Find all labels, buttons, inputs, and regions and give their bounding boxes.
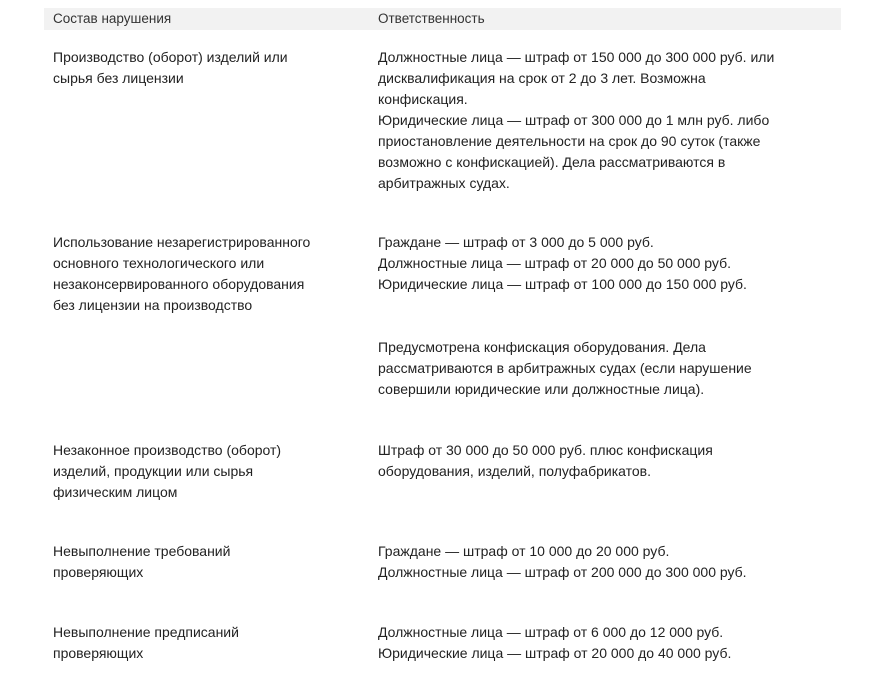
violation-text: Невыполнение предписаний xyxy=(53,624,239,640)
liability-text: Должностные лица — штраф от 200 000 до 300 000 руб. xyxy=(378,564,747,580)
liability-text: Граждане — штраф от 3 000 до 5 000 руб. xyxy=(378,234,654,250)
table-header xyxy=(44,8,841,30)
violation-text: Невыполнение требований xyxy=(53,543,231,559)
liability-text: Должностные лица — штраф от 150 000 до 300 000 руб. или xyxy=(378,49,775,65)
liability-text: Должностные лица — штраф от 20 000 до 50 000 руб. xyxy=(378,255,731,271)
liability-text: оборудования, изделий, полуфабрикатов. xyxy=(378,463,651,479)
header-violation: Состав нарушения xyxy=(53,11,172,26)
violation-text: незаконсервированного оборудования xyxy=(53,276,305,292)
liability-text: Юридические лица — штраф от 300 000 до 1 млн руб. либо xyxy=(378,112,770,128)
liability-note-text: Предусмотрена конфискация оборудования. Дела xyxy=(378,339,706,355)
violation-text: проверяющих xyxy=(53,564,144,580)
header-liability: Ответственность xyxy=(378,11,485,26)
liability-text: конфискация. xyxy=(378,91,468,107)
liability-text: Должностные лица — штраф от 6 000 до 12 000 руб. xyxy=(378,624,724,640)
liability-cell xyxy=(378,541,828,583)
violation-text: Незаконное производство (оборот) xyxy=(53,442,282,458)
liability-text: Юридические лица — штраф от 100 000 до 150 000 руб. xyxy=(378,276,747,292)
liability-note-text: рассматриваются в арбитражных судах (если нарушение xyxy=(378,360,752,376)
violation-cell xyxy=(53,622,353,664)
liability-cell xyxy=(378,47,828,194)
liability-text: Юридические лица — штраф от 20 000 до 40 000 руб. xyxy=(378,645,732,661)
violation-text: основного технологического или xyxy=(53,255,265,271)
liability-cell xyxy=(378,622,828,664)
violation-text: без лицензии на производство xyxy=(53,297,253,313)
violation-text: сырья без лицензии xyxy=(53,70,184,86)
violation-cell xyxy=(53,541,353,583)
violation-cell xyxy=(53,440,353,503)
violation-text: изделий, продукции или сырья xyxy=(53,463,254,479)
liability-text: Граждане — штраф от 10 000 до 20 000 руб. xyxy=(378,543,670,559)
violation-text: Производство (оборот) изделий или xyxy=(53,49,288,65)
liability-text: дисквалификация на срок от 2 до 3 лет. Возможна xyxy=(378,70,706,86)
violation-text: физическим лицом xyxy=(53,484,178,500)
violation-text: Использование незарегистрированного xyxy=(53,234,311,250)
violation-cell xyxy=(53,47,353,89)
liability-text: Штраф от 30 000 до 50 000 руб. плюс конфискация xyxy=(378,442,713,458)
liability-text: возможно с конфискацией). Дела рассматриваются в xyxy=(378,154,726,170)
liability-cell xyxy=(378,440,828,482)
violation-text: проверяющих xyxy=(53,645,144,661)
violation-cell xyxy=(53,232,353,316)
liability-text: приостановление деятельности на срок до 90 суток (также xyxy=(378,133,761,149)
liability-text: арбитражных судах. xyxy=(378,175,510,191)
liability-note-cell xyxy=(378,337,828,400)
liability-note-text: совершили юридические или должностные лица). xyxy=(378,381,705,397)
liability-cell xyxy=(378,232,828,295)
